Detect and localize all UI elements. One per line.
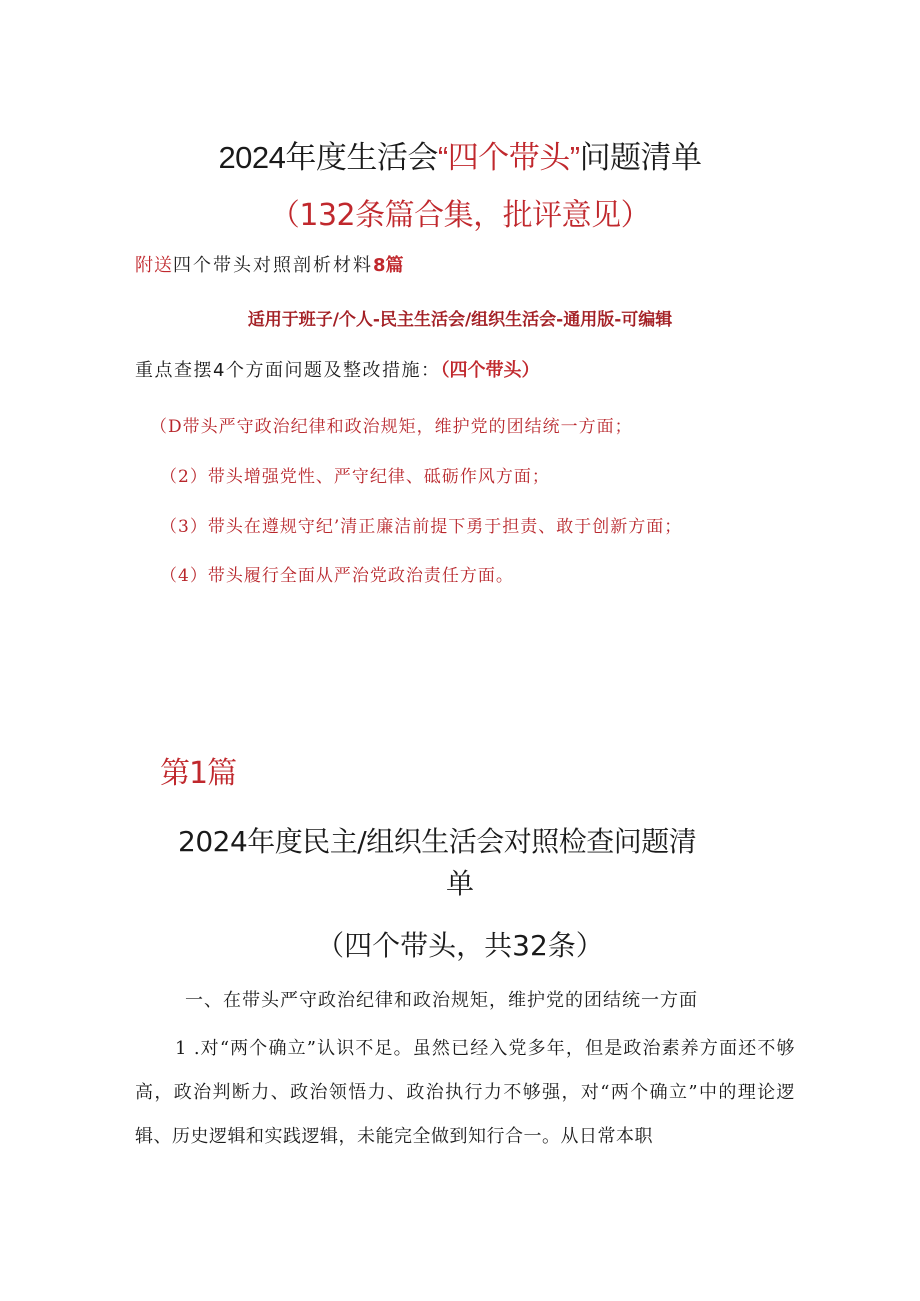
main-title	[0, 132, 920, 177]
focus-line	[135, 356, 539, 382]
bonus-count: 8篇	[373, 255, 404, 276]
bonus-line	[135, 251, 404, 277]
section-title-line1: 2024年度民主/组织生活会对照检查问题清	[178, 825, 697, 858]
point-item-4: （4）带头履行全面从严治党政治责任方面。	[160, 566, 514, 586]
title-quoted: “四个带头”	[437, 140, 580, 175]
point-item-2: （2）带头增强党性、严守纪律、砥砺作风方面；	[160, 467, 550, 487]
bonus-gift: 附送	[135, 255, 173, 276]
point-item-3: （3）带头在遵规守纪’清正廉洁前提下勇于担责、敢于创新方面；	[160, 517, 683, 537]
section-heading: 一、在带头严守政治纪律和政治规矩，维护党的团结统一方面	[185, 990, 698, 1011]
point-item-1: （D带头严守政治纪律和政治规矩，维护党的团结统一方面；	[150, 417, 633, 437]
focus-tag: （四个带头）	[440, 360, 540, 381]
title-suffix: 问题清单	[579, 140, 702, 175]
focus-text: 重点查摆4个方面问题及整改措施：	[135, 360, 441, 381]
applies-line: 适用于班子/个人-民主生活会/组织生活会-通用版-可编辑	[247, 310, 673, 330]
section-number: 第1篇	[160, 756, 237, 791]
body-paragraph	[135, 1027, 795, 1159]
main-subtitle: （132条篇合集，批评意见）	[269, 198, 651, 233]
section-title-line2: 单	[445, 867, 474, 900]
paragraph-text: 1 .对“两个确立”认识不足。虽然已经入党多年，但是政治素养方面还不够高，政治判断力、政治领悟力、政治执行力不够强，对“两个确立”中的理论逻辑、历史逻辑和实践逻辑，未能完全做到知行合一。从日常本职	[135, 1038, 795, 1147]
section-subtitle: （四个带头，共32条）	[316, 929, 604, 962]
bonus-text: 四个带头对照剖析材料	[173, 255, 373, 276]
title-prefix: 2024年度生活会	[218, 140, 438, 175]
